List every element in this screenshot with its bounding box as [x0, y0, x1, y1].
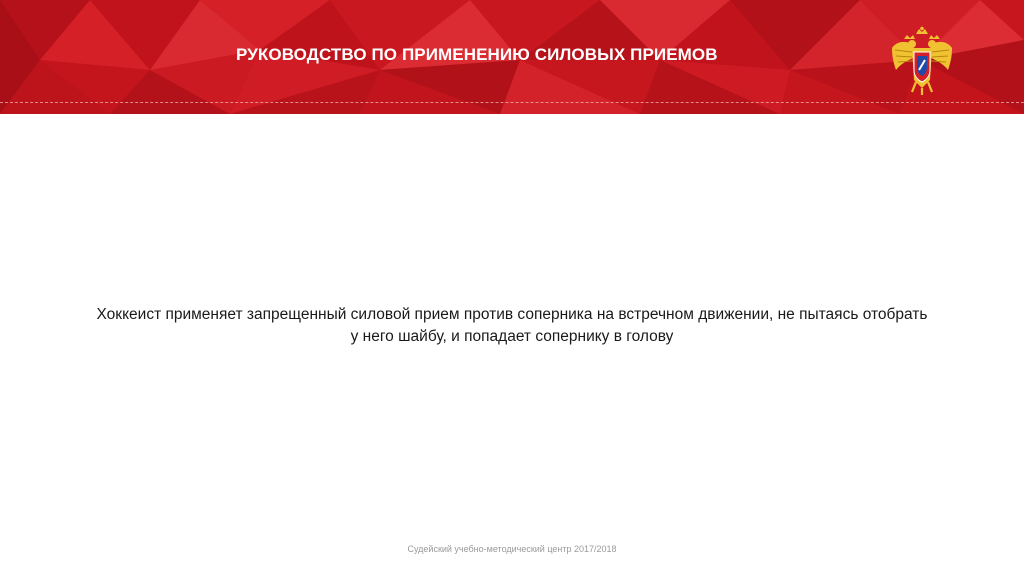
page-title: РУКОВОДСТВО ПО ПРИМЕНЕНИЮ СИЛОВЫХ ПРИЕМОВ — [236, 45, 718, 64]
main-content-text — [40, 304, 984, 348]
russian-eagle-emblem-icon — [886, 26, 958, 96]
content-line-1: Хоккеист применяет запрещенный силовой прием против соперника на встречном движении, не пытаясь отобрать — [96, 306, 928, 323]
dashed-divider — [0, 102, 1024, 103]
content-line-2: у него шайбу, и попадает сопернику в голову — [350, 328, 674, 345]
header-banner — [0, 0, 1024, 114]
footer-caption: Судейский учебно-методический центр 2017/2018 — [407, 544, 617, 554]
